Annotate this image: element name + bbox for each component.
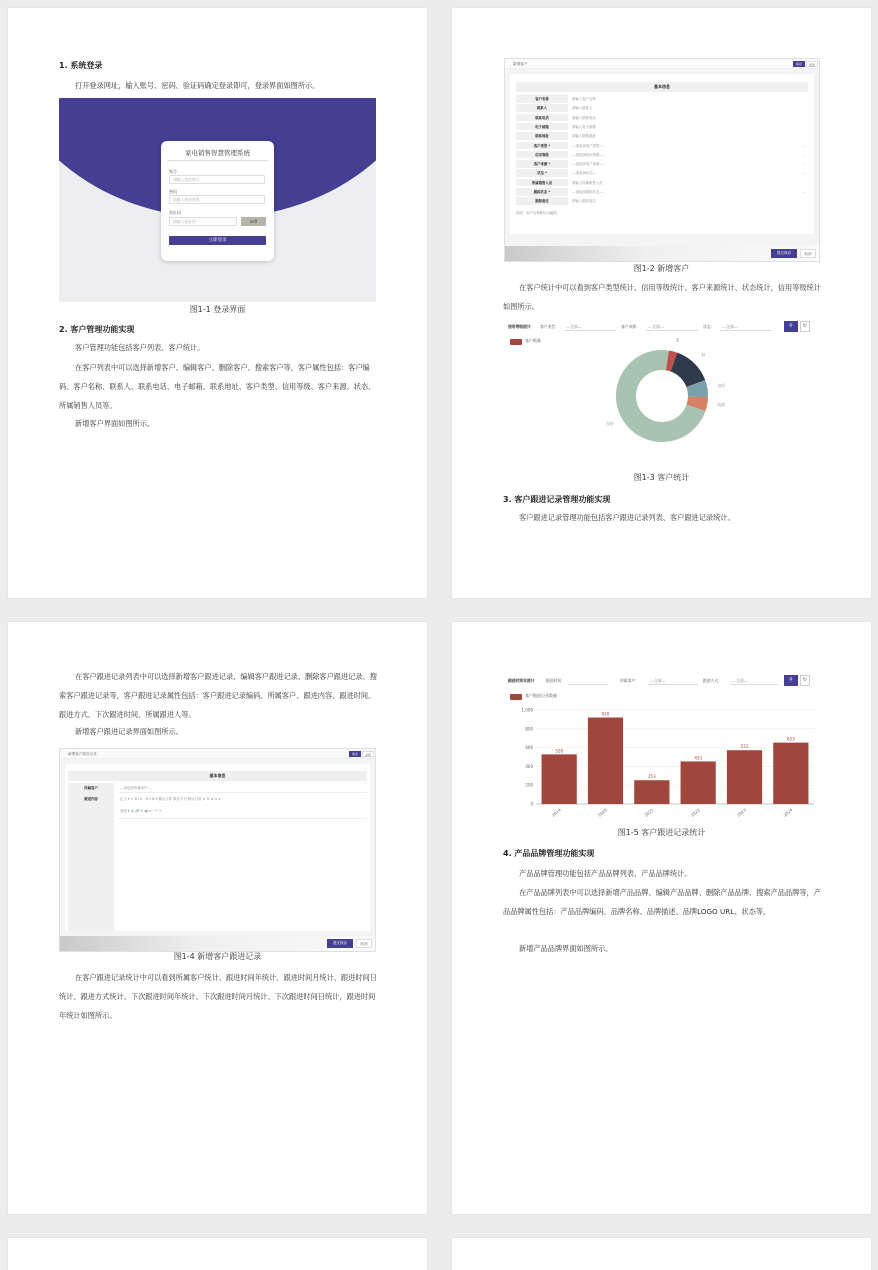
- bar-chart: [508, 706, 818, 820]
- breadcrumb: 新增客户跟进记录: [60, 749, 375, 759]
- breadcrumb: 新增客户: [505, 59, 819, 69]
- chevron-down-icon[interactable]: ⌄: [803, 143, 806, 148]
- section-heading-followup: 3. 客户跟进记录管理功能实现: [503, 495, 611, 504]
- x-tick-label: 2023: [736, 807, 748, 818]
- content-editor[interactable]: [118, 820, 367, 931]
- paragraph: 打开登录网址，输入账号、密码、验证码确定登录即可，登录界面如图所示。: [75, 81, 320, 90]
- form-row: [516, 160, 808, 169]
- customer-select[interactable]: ---请选择所属客户---: [120, 786, 152, 790]
- field-select[interactable]: ---请选择跟踪状态---: [572, 190, 604, 194]
- form-hint: 说明：用户名称默认为编码。: [516, 211, 561, 215]
- document-page-1: [8, 8, 427, 598]
- section-title: 基本信息: [68, 771, 367, 781]
- form-body: [65, 764, 370, 931]
- save-top-button[interactable]: 保存: [349, 751, 361, 757]
- submit-save-button[interactable]: 提交保存: [771, 249, 797, 258]
- paragraph: 客户管理功能包括客户列表、客户统计。: [75, 343, 205, 352]
- divider: [118, 792, 367, 793]
- form-row: [516, 123, 808, 132]
- form-footer: [505, 246, 819, 261]
- label-column: [68, 783, 114, 931]
- chevron-down-icon[interactable]: ⌄: [803, 171, 806, 176]
- filter-bar: [508, 321, 818, 332]
- password-input[interactable]: 请输入您的密码: [169, 195, 265, 204]
- legend-swatch: [510, 694, 522, 700]
- captcha-label: 验证码: [169, 210, 181, 215]
- editor-toolbar[interactable]: 正文 ▾ ⇔ B I U · A ▾ ⊞ ▾ 默认字体 默认字号 默认行高 ≡ ☰ ≣ ⊡ ▾: [120, 797, 221, 801]
- figure-caption: 图1-5 客户跟进记录统计: [617, 828, 706, 837]
- cancel-button[interactable]: 取消: [356, 939, 372, 948]
- pie-label: 良好: [717, 382, 726, 388]
- section-heading-login: 1. 系统登录: [59, 61, 103, 70]
- reset-button[interactable]: ↻: [800, 321, 810, 332]
- filter-label: 客户类型：: [540, 324, 559, 329]
- form-row: [516, 169, 808, 178]
- form-row: [516, 151, 808, 160]
- data-label: 920: [601, 711, 610, 717]
- figure-caption: 图1-2 新增客户: [633, 264, 690, 273]
- y-tick-label: 800: [525, 726, 533, 732]
- bar: [588, 718, 623, 804]
- section-title: 基本信息: [516, 82, 808, 92]
- field-label: 客户名称: [516, 95, 568, 103]
- y-tick-label: 200: [525, 782, 533, 788]
- account-label: 账号: [169, 169, 177, 174]
- document-page-6: [452, 1238, 871, 1270]
- field-label: 电子邮箱: [516, 123, 568, 131]
- pie-label: 良好: [606, 420, 615, 426]
- bar: [727, 750, 762, 804]
- data-label: 253: [648, 774, 656, 780]
- x-tick-label: 2021: [643, 807, 655, 818]
- form-row: [516, 95, 808, 104]
- back-top-button[interactable]: 返回: [362, 751, 374, 757]
- add-followup-screenshot: [59, 748, 376, 952]
- form-row: [516, 132, 808, 141]
- customer-source-select[interactable]: ---全部---: [646, 322, 698, 331]
- figure-caption: 图1-3 客户统计: [633, 473, 690, 482]
- field-input[interactable]: 请输入客户名称: [572, 97, 596, 101]
- field-label: 所属客户: [84, 786, 98, 790]
- pie-chart: [582, 338, 742, 468]
- paragraph: 在客户跟进记录统计中可以看到所属客户统计、跟进时间年统计、跟进时间月统计、跟进时间日统计、跟进方式统计、下次跟进时间年统计、下次跟进时间月统计、下次跟进时间日统计，跟进时间年统计如图所示。: [59, 973, 377, 1020]
- pie-label: 差: [675, 338, 680, 343]
- field-select[interactable]: ---请选择信用等级---: [572, 152, 604, 157]
- chevron-down-icon[interactable]: ⌄: [803, 152, 806, 157]
- field-label: 跟进内容: [84, 797, 98, 801]
- chevron-down-icon[interactable]: ⌄: [803, 162, 806, 167]
- field-input[interactable]: 请输入联系地址: [572, 134, 596, 139]
- field-input[interactable]: 请输入所属销售人员: [572, 180, 603, 185]
- paragraph: 新增客户界面如图所示。: [75, 419, 155, 428]
- search-button[interactable]: ⚲: [784, 321, 798, 332]
- field-label: 客户类型 *: [516, 142, 568, 150]
- customer-select[interactable]: ---全部---: [648, 676, 698, 685]
- y-tick-label: 1,000: [521, 707, 533, 713]
- cancel-button[interactable]: 取消: [800, 249, 816, 258]
- chart-title: 跟进时间年统计: [508, 678, 535, 683]
- bar: [681, 761, 716, 804]
- editor-toolbar[interactable]: 表格 ▾ ☺ 🔗 ⊡ ▦ ▾ ⛶ ↶ ↷: [120, 809, 162, 813]
- paragraph: 产品品牌管理功能包括产品品牌列表、产品品牌统计。: [519, 869, 692, 878]
- field-input[interactable]: 请输入联系人: [572, 106, 593, 111]
- divider: [167, 160, 268, 161]
- pie-label: 较: [701, 352, 706, 358]
- captcha-image[interactable]: xe9: [241, 217, 266, 226]
- field-label: 客户来源 *: [516, 160, 568, 168]
- pie-label: 较高: [717, 402, 726, 408]
- x-tick-label: 2022: [689, 807, 701, 818]
- figure-caption: 图1-4 新增客户跟进记录: [173, 952, 262, 961]
- field-label: 信用等级: [516, 151, 568, 159]
- account-input[interactable]: 请输入您的账号: [169, 175, 265, 184]
- status-select[interactable]: ---全部---: [720, 322, 772, 331]
- pie-slice[interactable]: [671, 353, 706, 387]
- field-select[interactable]: ---请选择状态---: [572, 171, 597, 176]
- reset-button[interactable]: ↻: [800, 675, 810, 686]
- filter-label: 状态：: [703, 324, 715, 329]
- customer-type-select[interactable]: ---全部---: [564, 322, 616, 331]
- form-row: [516, 179, 808, 188]
- section-heading-brand: 4. 产品品牌管理功能实现: [503, 849, 595, 858]
- form-row: [516, 188, 808, 197]
- field-label: 所属销售人员: [516, 179, 568, 187]
- form-body: [510, 74, 814, 234]
- field-select[interactable]: ---请选择客户来源---: [572, 162, 604, 167]
- paragraph: 新增客户跟进记录界面如图所示。: [75, 727, 183, 736]
- bar: [773, 743, 808, 804]
- filter-label: 跟进时间：: [546, 678, 565, 683]
- y-tick-label: 600: [525, 745, 533, 751]
- section-heading-customer: 2. 客户管理功能实现: [59, 325, 135, 334]
- chevron-down-icon[interactable]: ⌄: [803, 190, 806, 194]
- legend-swatch: [510, 339, 522, 345]
- bar: [542, 754, 577, 804]
- divider: [118, 818, 367, 819]
- form-row: [516, 104, 808, 113]
- legend-label: 客户跟进记录数量: [525, 693, 557, 698]
- y-tick-label: 0: [530, 801, 533, 807]
- captcha-input[interactable]: 请输入验证码: [169, 217, 237, 226]
- form-row: [516, 142, 808, 151]
- login-screenshot: [59, 98, 376, 302]
- save-top-button[interactable]: 保存: [793, 61, 805, 67]
- field-select[interactable]: ---请选择客户类型---: [572, 143, 604, 148]
- chart-title: 信用等级统计: [508, 324, 531, 329]
- field-label: 跟踪备注: [516, 197, 568, 205]
- paragraph: 在客户跟进记录列表中可以选择新增客户跟进记录、编辑客户跟进记录、删除客户跟进记录、搜索客户跟进记录等，客户跟进记录属性包括：客户跟进记录编码、所属客户、跟进内容、跟进时间、跟进方式、下次跟进时间、所属跟进人等。: [59, 672, 377, 719]
- field-input[interactable]: 请输入电子邮箱: [572, 124, 596, 129]
- document-page-3: [8, 622, 427, 1214]
- field-label: 联系地址: [516, 132, 568, 140]
- x-tick-label: 2024: [782, 807, 794, 818]
- legend-label: 客户数量: [525, 338, 541, 343]
- login-card: [161, 141, 274, 261]
- paragraph: 新增产品品牌界面如图所示。: [519, 944, 613, 953]
- field-input[interactable]: 请输入联系电话: [572, 115, 596, 120]
- form-footer: [60, 936, 375, 951]
- filter-bar: [508, 675, 818, 686]
- data-label: 528: [555, 748, 563, 754]
- followup-method-select[interactable]: ---全部---: [730, 676, 778, 685]
- followup-time-select[interactable]: [568, 676, 608, 685]
- paragraph: 在产品品牌列表中可以选择新增产品品牌、编辑产品品牌、删除产品品牌、搜索产品品牌等，产品品牌属性包括：产品品牌编码、品牌名称、品牌描述、品牌LOGO URL、状态等。: [503, 888, 821, 916]
- filter-label: 客户来源：: [621, 324, 640, 329]
- x-tick-label: 2020: [597, 807, 609, 818]
- figure-caption: 图1-1 登录界面: [189, 305, 246, 314]
- document-page-4: [452, 622, 871, 1214]
- y-tick-label: 400: [525, 763, 533, 769]
- field-label: 联系电话: [516, 114, 568, 122]
- x-tick-label: 2019: [550, 807, 562, 818]
- field-label: 状态 *: [516, 169, 568, 177]
- paragraph: 在客户统计中可以看到客户类型统计、信用等级统计、客户来源统计、状态统计，信用等级统计如图所示。: [503, 283, 821, 311]
- data-label: 653: [787, 736, 795, 742]
- bar: [634, 780, 669, 804]
- filter-label: 跟进方式：: [703, 678, 722, 683]
- login-button[interactable]: 立即登录: [169, 236, 266, 245]
- field-label: 联系人: [516, 104, 568, 112]
- data-label: 453: [694, 755, 702, 761]
- password-label: 密码: [169, 189, 177, 194]
- form-row: [516, 197, 808, 206]
- field-input[interactable]: 请输入跟踪备注: [572, 199, 596, 204]
- paragraph: 在客户列表中可以选择新增客户、编辑客户、删除客户、搜索客户等，客户属性包括：客户编码、客户名称、联系人、联系电话、电子邮箱、联系地址、客户类型、信用等级、客户来源、状态、所属销售人员等。: [59, 363, 376, 410]
- document-page-2: [452, 8, 871, 598]
- search-button[interactable]: ⚲: [784, 675, 798, 686]
- document-page-5: [8, 1238, 427, 1270]
- form-row: [516, 114, 808, 123]
- paragraph: 客户跟进记录管理功能包括客户跟进记录列表、客户跟进记录统计。: [519, 513, 735, 522]
- submit-save-button[interactable]: 提交保存: [327, 939, 353, 948]
- login-title: 家电销售智慧管理系统: [185, 149, 250, 157]
- add-customer-screenshot: [504, 58, 820, 262]
- data-label: 572: [740, 744, 749, 750]
- back-top-button[interactable]: 返回: [806, 61, 818, 67]
- filter-label: 所属客户：: [620, 678, 639, 683]
- field-label: 跟踪状态 *: [516, 188, 568, 196]
